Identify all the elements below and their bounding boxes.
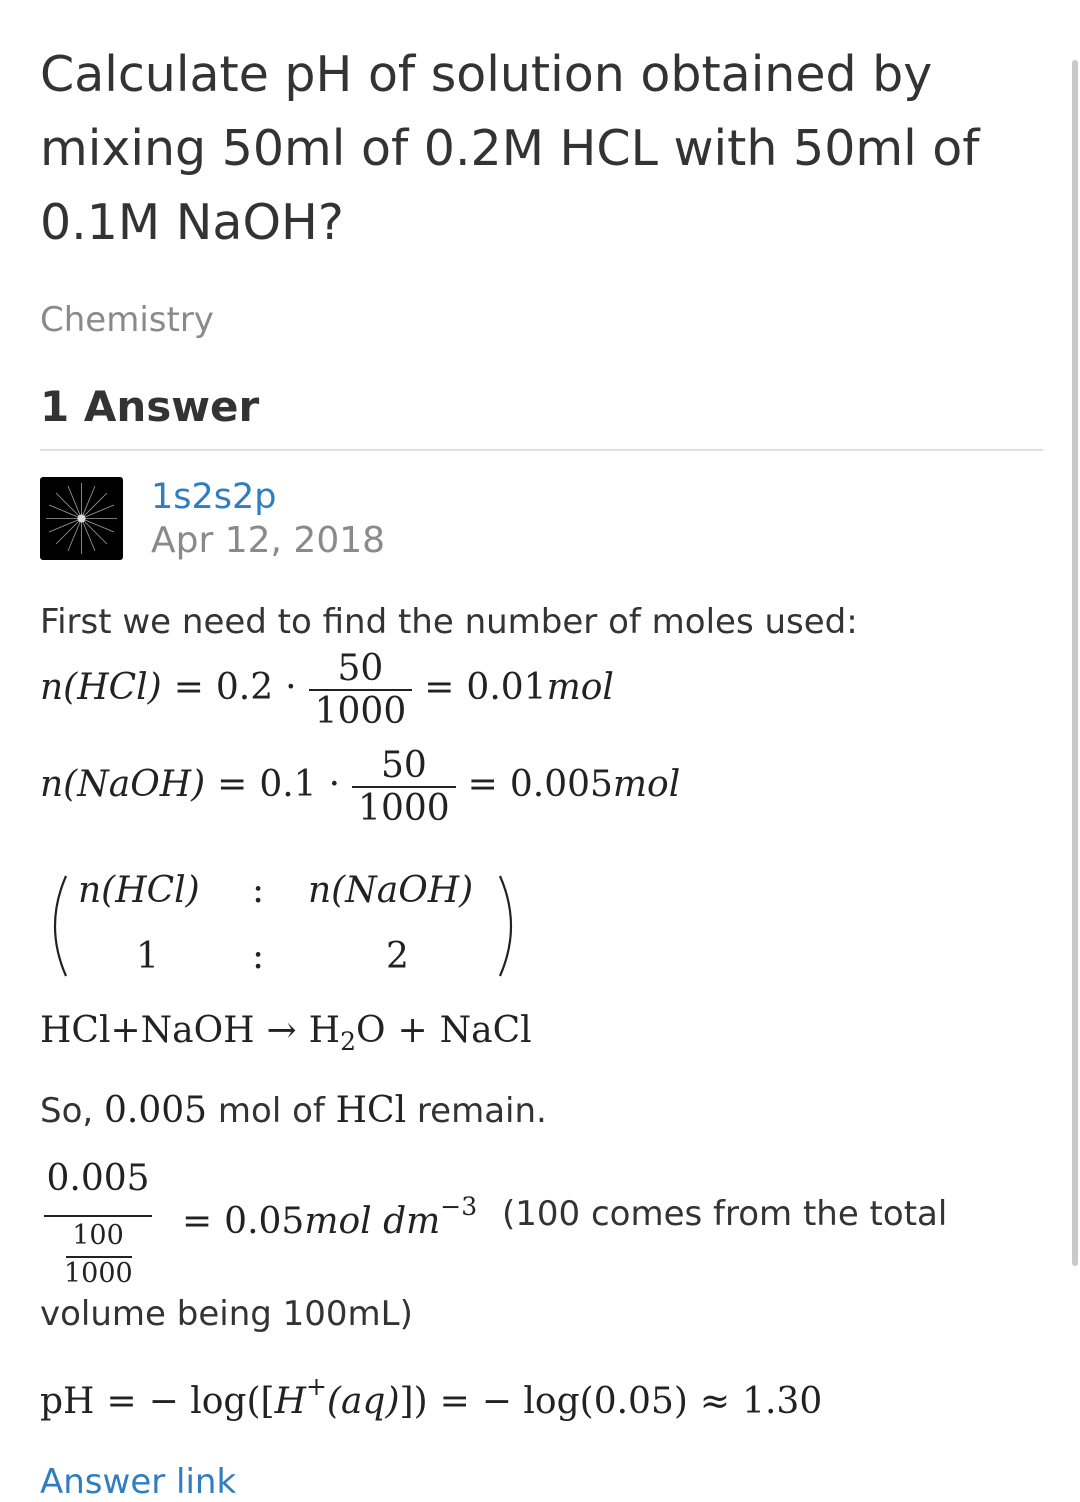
left-paren bbox=[40, 874, 70, 978]
eq2-den: 1000 bbox=[352, 786, 456, 829]
ph-state: (aq) bbox=[326, 1381, 400, 1422]
eq1-fraction bbox=[309, 648, 413, 732]
eq1-den: 1000 bbox=[309, 689, 413, 732]
remain-mid: mol of bbox=[217, 1091, 325, 1131]
eq2-fraction bbox=[352, 745, 456, 829]
avatar[interactable] bbox=[40, 477, 123, 560]
reactants: HCl+NaOH bbox=[40, 1010, 255, 1051]
answers-count: 1 Answer bbox=[40, 382, 260, 431]
ratio-sep-top: : bbox=[252, 870, 265, 911]
answer-intro: First we need to find the number of moles used: bbox=[40, 602, 858, 642]
remain-prefix: So, bbox=[40, 1091, 94, 1131]
conc-inner-den: 1000 bbox=[64, 1258, 133, 1289]
ph-neglog: − log bbox=[148, 1381, 247, 1422]
ph-charge: + bbox=[305, 1372, 327, 1401]
conc-fraction-bar bbox=[44, 1215, 152, 1217]
equation-moles-naoh: n(NaOH) = 0.1 · $\frac{50}{1000}$ = 0.005mol bbox=[40, 745, 681, 829]
conc-result: = 0.05mol $dm^{-3}$ bbox=[182, 1192, 478, 1242]
conc-unit: mol dm bbox=[304, 1201, 441, 1242]
conc-inner-num: 100 bbox=[72, 1220, 124, 1251]
reaction-plus: + bbox=[397, 1010, 428, 1051]
answer-date: Apr 12, 2018 bbox=[151, 520, 386, 561]
conc-exponent: −3 bbox=[440, 1192, 478, 1221]
ph-approx: ≈ bbox=[699, 1381, 731, 1422]
ph-ion: H bbox=[274, 1381, 306, 1422]
ph-result: 1.30 bbox=[742, 1381, 823, 1422]
eq2-coef: 0.1 bbox=[259, 764, 317, 805]
divider bbox=[40, 449, 1043, 451]
answer-author bbox=[40, 477, 740, 561]
mole-ratio-matrix bbox=[40, 870, 530, 980]
ratio-top-left: n(HCl) bbox=[78, 870, 200, 911]
remain-species: HCl bbox=[335, 1090, 407, 1131]
ratio-sep-bottom: : bbox=[252, 936, 265, 977]
eq1-num: 50 bbox=[337, 648, 384, 689]
ratio-bottom-left: 1 bbox=[136, 936, 159, 977]
conc-numerator: 0.005 bbox=[46, 1158, 150, 1199]
eq2-unit: mol bbox=[612, 764, 681, 805]
remaining-statement bbox=[40, 1090, 547, 1131]
reaction-arrow: → bbox=[266, 1010, 297, 1051]
equation-moles-hcl: n(HCl) = 0.2 · $\frac{50}{1000}$ = 0.01mol bbox=[40, 648, 614, 732]
concentration-equation bbox=[40, 1158, 1050, 1288]
remain-amount: 0.005 bbox=[104, 1090, 208, 1131]
ph-value: 0.05 bbox=[593, 1381, 674, 1422]
ratio-top-right: n(NaOH) bbox=[308, 870, 474, 911]
product-water-sub: 2 bbox=[340, 1027, 356, 1056]
starburst-icon bbox=[40, 477, 123, 560]
scrollbar[interactable] bbox=[1072, 60, 1078, 1266]
ph-equation: pH = − log([H+(aq)]) = − log(0.05) ≈ 1.30 bbox=[40, 1372, 823, 1422]
conc-note-continued: volume being 100mL) bbox=[40, 1294, 413, 1334]
ph-lhs: pH bbox=[40, 1381, 95, 1422]
product-water-o: O bbox=[355, 1010, 386, 1051]
author-name[interactable]: 1s2s2p bbox=[151, 477, 277, 517]
reaction-equation bbox=[40, 1010, 532, 1056]
eq2-num: 50 bbox=[380, 745, 427, 786]
answer-link[interactable]: Answer link bbox=[40, 1462, 237, 1502]
product-water-h: H bbox=[308, 1010, 341, 1051]
eq1-lhs: n(HCl) bbox=[40, 667, 162, 708]
ph-neglog-2: − log bbox=[481, 1381, 580, 1422]
topic-link[interactable]: Chemistry bbox=[40, 300, 214, 340]
ratio-bottom-right: 2 bbox=[386, 936, 409, 977]
eq2-result: 0.005 bbox=[509, 764, 613, 805]
right-paren bbox=[496, 874, 526, 978]
conc-note: (100 comes from the total bbox=[502, 1194, 948, 1234]
question-title: Calculate pH of solution obtained by mixing 50ml of 0.2M HCL with 50ml of 0.1M NaOH? bbox=[40, 46, 980, 251]
eq1-unit: mol bbox=[546, 667, 614, 708]
product-salt: NaCl bbox=[439, 1010, 532, 1051]
remain-suffix: remain. bbox=[416, 1091, 547, 1131]
conc-value: 0.05 bbox=[224, 1201, 305, 1242]
eq2-lhs: n(NaOH) bbox=[40, 764, 206, 805]
eq1-coef: 0.2 bbox=[215, 667, 274, 708]
question-header bbox=[40, 0, 1050, 431]
eq1-result: 0.01 bbox=[466, 667, 547, 708]
